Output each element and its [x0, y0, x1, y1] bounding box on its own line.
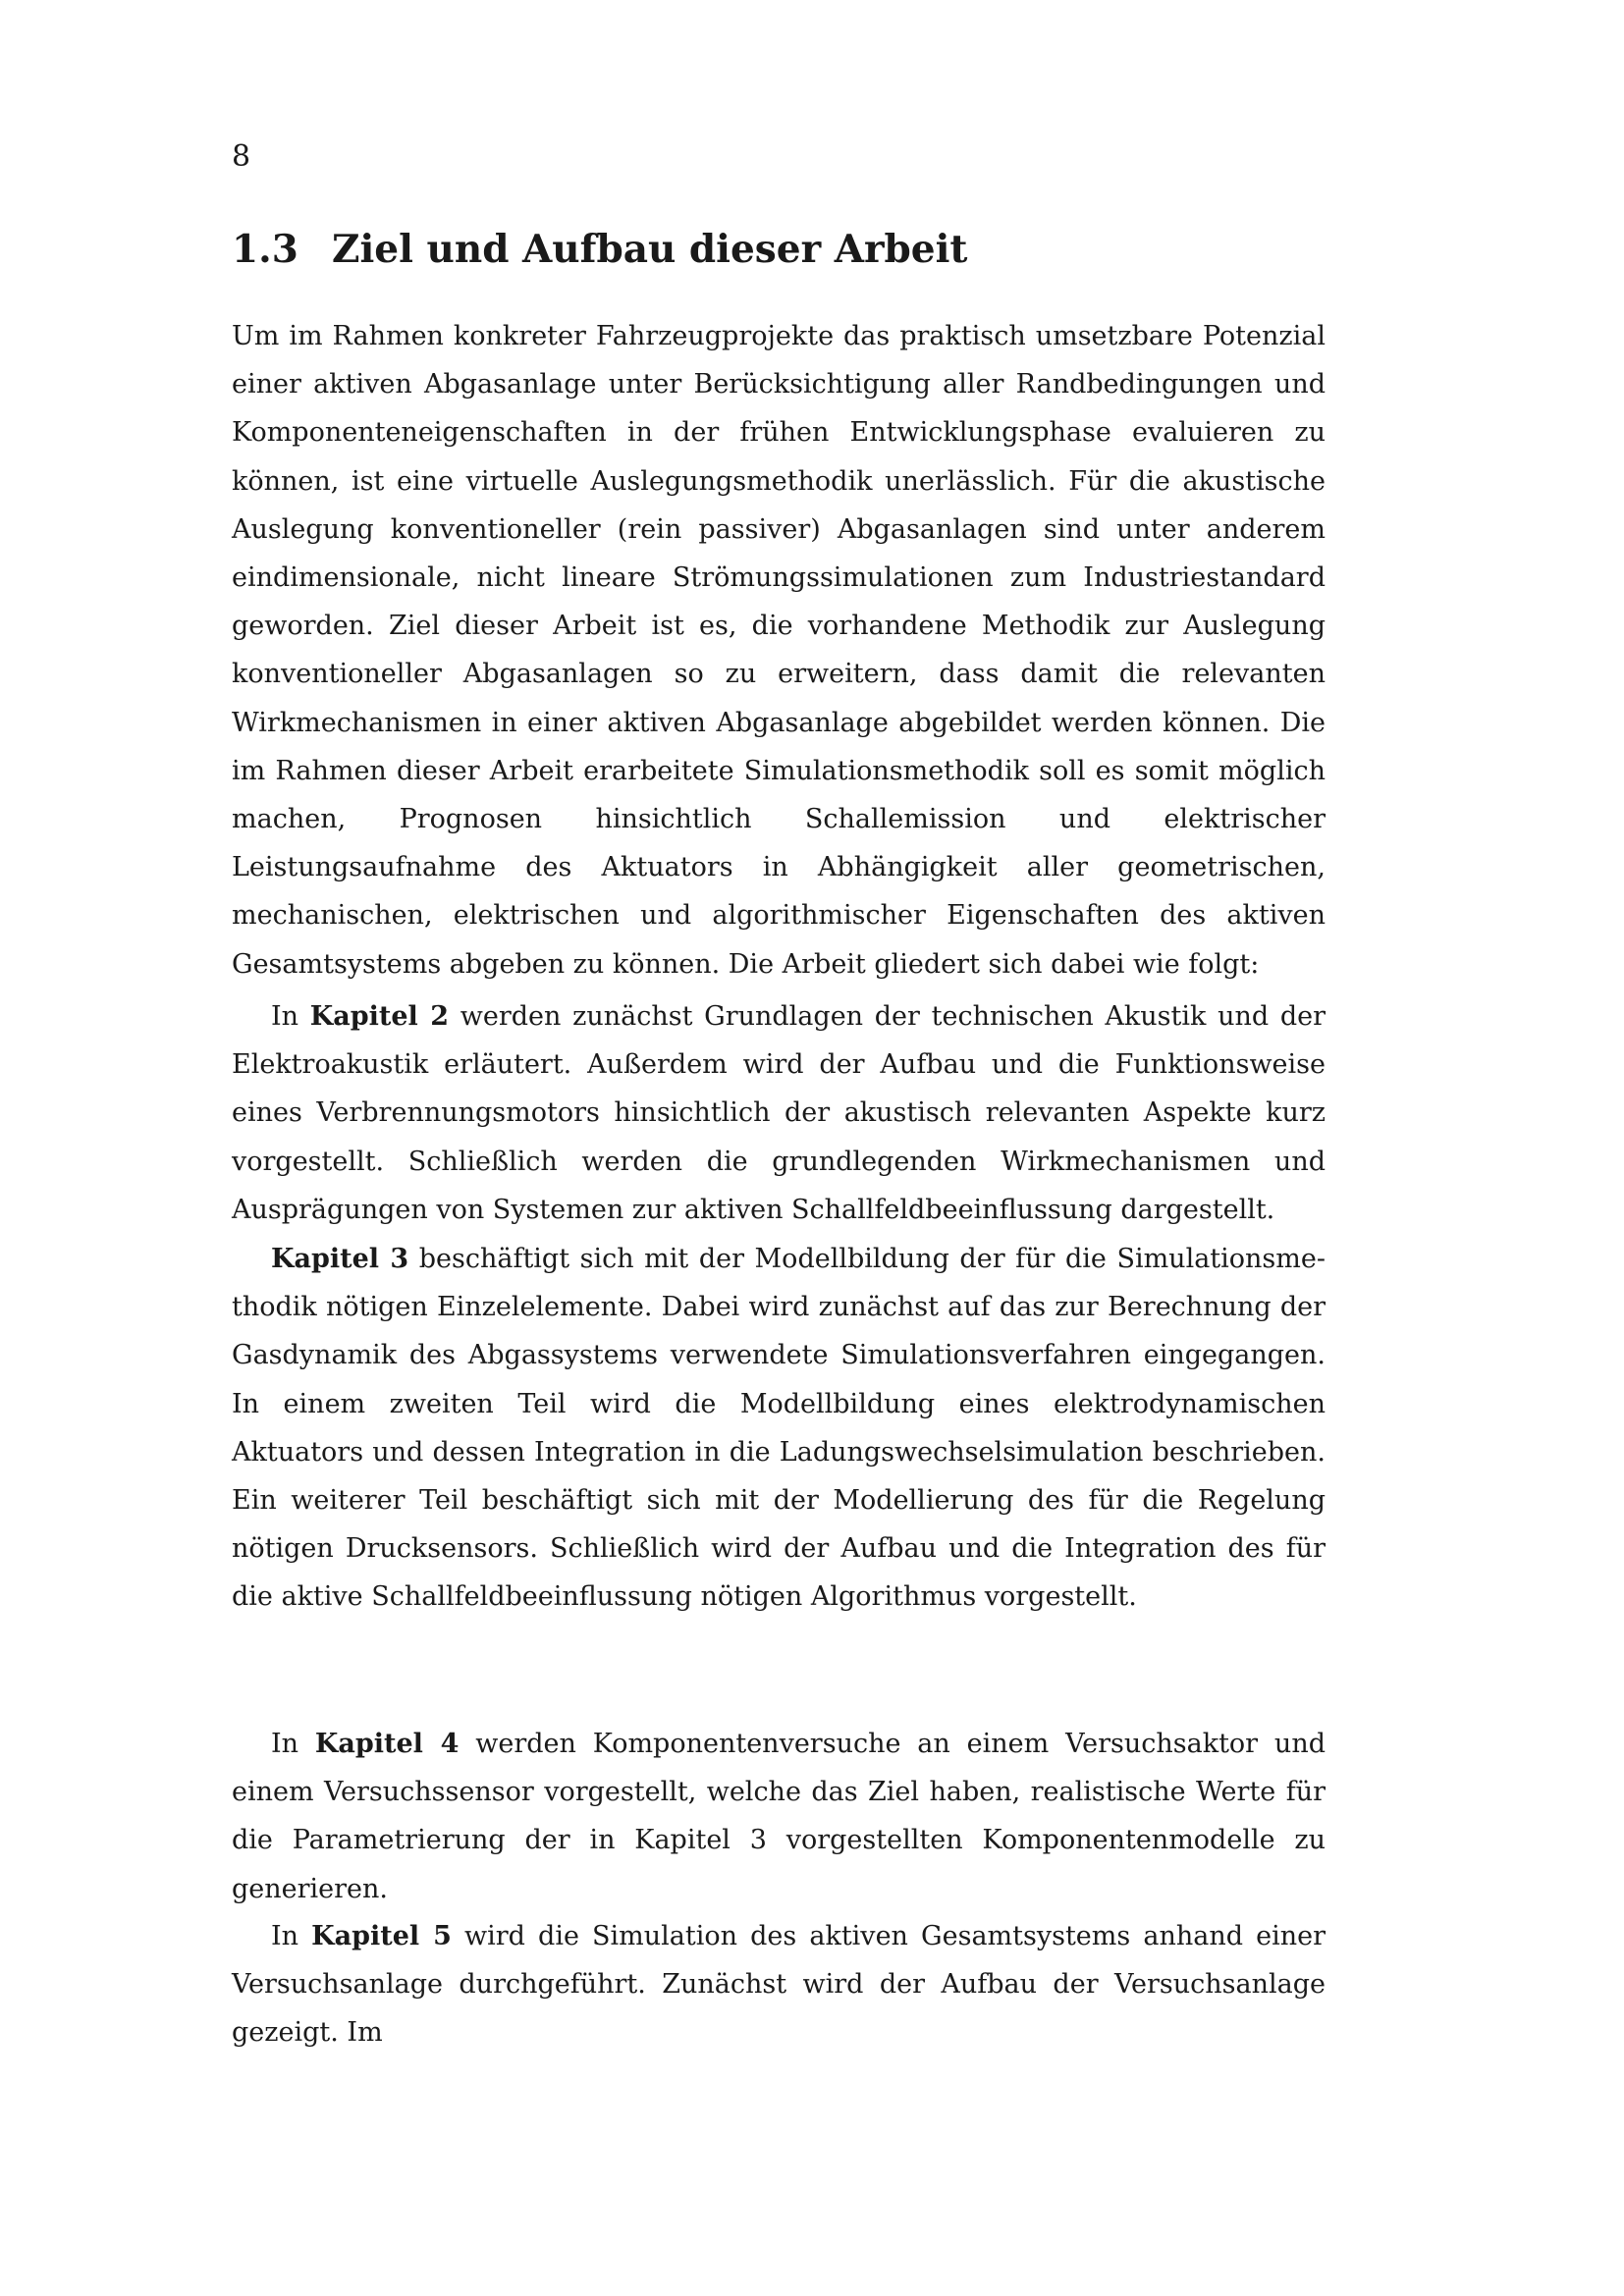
paragraph-lead: In — [271, 1921, 312, 1951]
chapter-reference: Kapitel 2 — [309, 1001, 450, 1032]
paragraph-lead: In — [271, 1001, 310, 1032]
paragraph-lead: In — [271, 1729, 315, 1759]
section-title: Ziel und Aufbau dieser Arbeit — [332, 227, 968, 272]
paragraph-kapitel-2 — [232, 992, 1326, 1234]
paragraph-intro — [232, 312, 1326, 988]
paragraph-kapitel-5 — [232, 1912, 1326, 2057]
paragraph-text: beschäftigt sich mit der Modellbildung der für die Simulationsmethodik nötigen Einzelelemente. Dabei wird zunächst auf das zur Berechnung der Gasdynamik des Abgassystems verwendete Simulationsverfahren eingegangen. In einem zweiten Teil wird die Modellbildung eines elektrodynamischen Aktuators und dessen Integration in die Ladungswechselsimulation beschrieben. Ein weiterer Teil beschäftigt sich mit der Modellierung des für die Regelung nötigen Drucksensors. Schließlich wird der Aufbau und die Integration des für die aktive Schallfeldbeeinflussung nötigen Algorithmus vorgestellt. — [232, 1244, 1326, 1613]
section-heading — [232, 224, 1331, 275]
chapter-reference: Kapitel 5 — [311, 1921, 452, 1951]
paragraph-text: Um im Rahmen konkreter Fahrzeugprojekte das praktisch umsetzbare Potenzial einer aktiven Abgasanlage unter Berücksichtigung aller Randbedingungen und Komponenteneigenschaften in der frühen Entwicklungsphase evaluieren zu können, ist eine virtuelle Auslegungsmethodik unerlässlich. Für die akustische Auslegung konventioneller (rein passiver) Abgasanlagen sind unter anderem eindimensionale, nicht lineare Strömungssimulationen zum Industriestandard geworden. Ziel dieser Arbeit ist es, die vorhandene Methodik zur Auslegung konventioneller Abgasanlagen so zu erweitern, dass damit die relevanten Wirkmechanismen in einer aktiven Abgasanlage abgebildet werden können. Die im Rahmen dieser Arbeit erarbeitete Simulationsmethodik soll es somit möglich machen, Prognosen hinsichtlich Schallemission und elektrischer Leistungsaufnahme des Aktuators in Abhängigkeit aller geometrischen, mechanischen, elektrischen und algorithmischer Eigenschaften des aktiven Gesamtsystems abgeben zu können. Die Arbeit gliedert sich dabei wie folgt: — [232, 321, 1326, 980]
page-number: 8 — [232, 139, 251, 174]
paragraph-text: wird die Simulation des aktiven Gesamtsystems anhand einer Versuchsanlage durchgeführt. Zunächst wird der Aufbau der Versuchsanlage gezeigt. Im — [232, 1921, 1326, 2049]
section-number: 1.3 — [232, 227, 298, 272]
paragraph-kapitel-3 — [232, 1235, 1326, 1622]
paragraph-kapitel-4 — [232, 1720, 1326, 1913]
chapter-reference: Kapitel 4 — [314, 1729, 460, 1759]
paragraph-text: werden Komponentenversuche an einem Versuchsaktor und einem Versuchssensor vorgestellt, welche das Ziel haben, realistische Werte für die Parametrierung der in Kapitel 3 vorgestellten Komponentenmodelle zu generieren. — [232, 1729, 1326, 1904]
chapter-reference: Kapitel 3 — [271, 1244, 409, 1274]
paragraph-text: werden zunächst Grundlagen der technischen Akustik und der Elektroakustik erläutert. Außerdem wird der Aufbau und die Funktionsweise eines Verbrennungsmotors hinsichtlich der akustisch relevanten Aspekte kurz vorgestellt. Schließlich werden die grundlegenden Wirkmechanismen und Ausprägungen von Systemen zur aktiven Schallfeldbeeinflussung dargestellt. — [232, 1001, 1326, 1225]
